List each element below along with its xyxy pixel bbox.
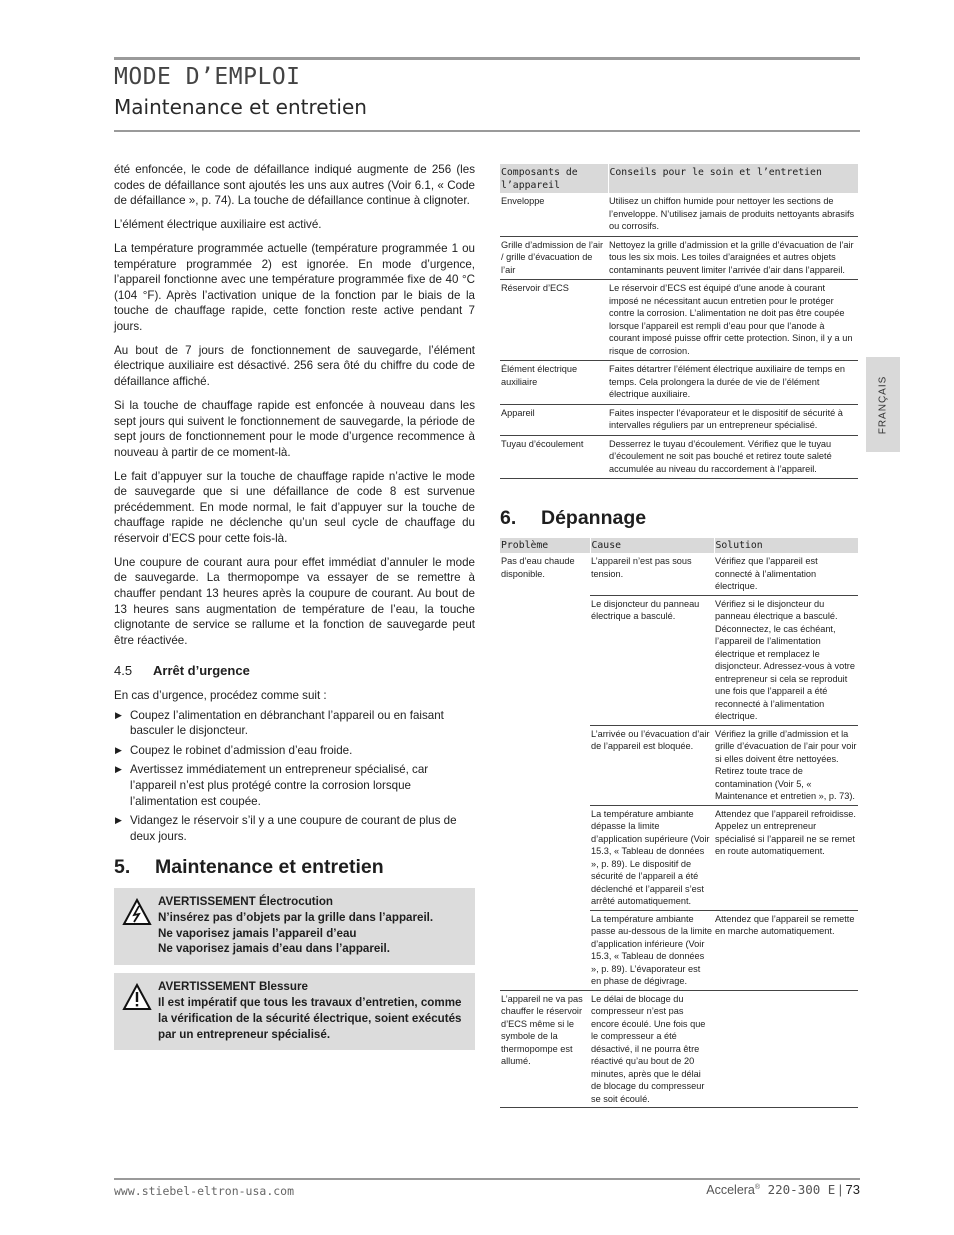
warning-type: Blessure — [258, 980, 308, 994]
list-item: ▶ Vidangez le réservoir s’il y a une coupure de courant de plus de deux jours. — [114, 813, 475, 844]
footer-model: 220-300 E — [760, 1182, 836, 1197]
table-row — [500, 435, 858, 479]
table-cell: Utilisez un chiffon humide pour nettoyer les sections de l’enveloppe. N’utilisez jamais de produits nettoyants abrasifs ou corrosifs. — [608, 193, 858, 236]
table-cell: Nettoyez la grille d’admission et la grille d’évacuation de l’air tous les six mois. Les toiles d’araignées et autres objets contaminants peuvent limiter l’arrivée d’air dans l’appareil. — [608, 236, 858, 280]
warning-box-electrocution — [114, 888, 475, 965]
table-cell: Attendez que l’appareil refroidisse. Appelez un entrepreneur spécialisé si l’appareil ne se remet en route automatiquement. — [714, 805, 858, 910]
emergency-steps-list — [114, 708, 475, 845]
warning-line: Ne vaporisez jamais d’eau dans l’appareil. — [158, 942, 390, 956]
table-cell: Vérifiez que l’appareil est connecté à l’alimentation électrique. — [714, 553, 858, 595]
warning-keyword: AVERTISSEMENT — [158, 980, 256, 994]
table-cell — [714, 990, 858, 1108]
table-cell: Pas d’eau chaude disponible. — [500, 553, 590, 990]
top-rule — [114, 57, 860, 60]
table-cell: Élément électrique auxiliaire — [500, 361, 608, 405]
table-cell: Appareil — [500, 404, 608, 435]
list-item: ▶ Coupez l’alimentation en débranchant l’appareil ou en faisant basculer le disjoncteur. — [114, 708, 475, 739]
paragraph: Au bout de 7 jours de fonctionnement de sauvegarde, l’élément électrique auxiliaire est désactivé. 256 sera ôté du chiffre du code de défaillance affiché. — [114, 343, 475, 389]
section-number: 6. — [500, 507, 517, 529]
section-title: Dépannage — [541, 507, 647, 529]
table-row — [500, 404, 858, 435]
electric-hazard-icon — [122, 898, 152, 926]
troubleshooting-table — [500, 538, 858, 1108]
section-heading — [500, 507, 858, 530]
table-cell: Vérifiez la grille d’admission et la grille d’évacuation de l’air pour voir si elles doivent être nettoyées. Retirez toute trace de contamination (Voir 5, « Maintenance et entretien », p. 73). — [714, 725, 858, 805]
page-header-title: MODE D’EMPLOI — [114, 64, 301, 90]
warning-title — [158, 894, 467, 910]
left-column — [114, 162, 475, 1058]
warning-line: N’insérez pas d’objets par la grille dans l’appareil. — [158, 910, 434, 924]
table-cell: Le délai de blocage du compresseur n’est pas encore écoulé. Une fois que le compresseur a été désactivé, il ne pourra être réactivé qu’au bout de 20 minutes, après que le délai de blocage du compresseur se soit écoulé. — [590, 990, 714, 1108]
page-number: 73 — [845, 1182, 860, 1197]
subsection-title: Arrêt d’urgence — [153, 663, 250, 679]
table-cell: Grille d’admission de l’air / grille d’évacuation de l’air — [500, 236, 608, 280]
warning-title — [158, 979, 467, 995]
table-row — [500, 236, 858, 280]
table-cell: Enveloppe — [500, 193, 608, 236]
care-table — [500, 164, 858, 479]
section-number: 5. — [114, 856, 131, 879]
paragraph: Le fait d’appuyer sur la touche de chauffage rapide n’active le mode de sauvegarde que si une défaillance de code 8 est survenue précédemment. En mode normal, le fait d’appuyer sur la touche de chauffage rapide ne déclenche qu’un seul cycle de chauffage du réservoir d’ECS pour cette fois-là. — [114, 469, 475, 545]
table-row — [500, 553, 858, 595]
table-cell: Réservoir d’ECS — [500, 280, 608, 361]
table-cell: Faites inspecter l’évaporateur et le dispositif de sécurité à intervalles réguliers par un entrepreneur spécialisé. — [608, 404, 858, 435]
right-column — [500, 164, 858, 1108]
footer-separator: | — [835, 1183, 846, 1197]
paragraph: L’élément électrique auxiliaire est activé. — [114, 218, 322, 232]
table-cell: Tuyau d’écoulement — [500, 435, 608, 479]
language-tab — [866, 357, 900, 452]
subsection-heading — [114, 663, 475, 679]
warning-box-injury — [114, 973, 475, 1050]
table-cell: La température ambiante dépasse la limite d’application supérieure (Voir 15.3, « Tableau de données », p. 89). Le dispositif de sécurité de l’appareil a été déclenché et l’appareil s’est arrêté automatiquement. — [590, 805, 714, 910]
section-title: Maintenance et entretien — [155, 856, 384, 879]
warning-exclamation-icon — [122, 983, 152, 1011]
table-cell: Le disjoncteur du panneau électrique a basculé. — [590, 595, 714, 725]
table-header: Cause — [590, 538, 714, 553]
table-header: Composants de l’appareil — [500, 164, 608, 193]
section-heading — [114, 856, 475, 879]
table-cell: L’appareil ne va pas chauffer le réservoir d’ECS même si le symbole de la thermopompe est allumé. — [500, 990, 590, 1108]
table-row — [500, 280, 858, 361]
table-cell: Attendez que l’appareil se remette en marche automatiquement. — [714, 910, 858, 990]
footer-registered-mark: ® — [754, 1183, 761, 1191]
table-header: Solution — [714, 538, 858, 553]
header-rule — [114, 130, 860, 132]
warning-text: Il est impératif que tous les travaux d’entretien, comme la vérification de la sécurité électrique, soient exécutés par un entrepreneur spécialisé. — [158, 995, 462, 1041]
paragraph: La température programmée actuelle (température programmée 1 ou température programmée 2) est ignorée. En mode d’urgence, l’appareil fonctionne avec une température programmée fixe de 40 °C (104 °F). Après l’activation unique de la fonction par le biais de la touche de chauffage rapide, cette fonction reste active pendant 7 jours. — [114, 241, 475, 333]
footer-brand: Accelera — [706, 1183, 755, 1197]
table-header: Problème — [500, 538, 590, 553]
warning-keyword: AVERTISSEMENT — [158, 894, 256, 908]
table-cell: La température ambiante passe au-dessous de la limite d’application inférieure (Voir 15.3, « Tableau de données », p. 89). L’évaporateur est en phase de dégivrage. — [590, 910, 714, 990]
language-tab-label: FRANÇAIS — [877, 375, 889, 434]
warning-type: Électrocution — [258, 894, 334, 908]
footer-product — [706, 1182, 860, 1197]
paragraph: En cas d’urgence, procédez comme suit : — [114, 689, 327, 702]
list-item: ▶ Coupez le robinet d’admission d’eau froide. — [114, 743, 475, 759]
table-cell: Le réservoir d’ECS est équipé d’une anode à courant imposé ne nécessitant aucun entretien pour le protéger contre la corrosion. L’alimentation ne doit pas être coupée lorsque l’appareil est rempli d’eau pour que l’anode à courant imposé puisse offrir cette protection. Sinon, il y a un risque de corrosion. — [608, 280, 858, 361]
footer-rule — [114, 1178, 860, 1180]
table-row — [500, 361, 858, 405]
table-cell: Faites détartrer l’élément électrique auxiliaire de temps en temps. Cela prolongera la durée de vie de l’élément électrique auxiliaire. — [608, 361, 858, 405]
table-row — [500, 193, 858, 236]
paragraph: Si la touche de chauffage rapide est enfoncée à nouveau dans les sept jours qui suivent le fonctionnement de sauvegarde, la période de sept jours de fonctionnement pour le mode d’urgence recommence à nouveau à partir de ce moment-là. — [114, 398, 475, 459]
table-cell: Vérifiez si le disjoncteur du panneau électrique a basculé. Déconnectez, le cas échéant, l’appareil de l’alimentation électrique et remplacez le disjoncteur. Adressez-vous à votre entrepreneur si cela se reproduit une fois que l’appareil a été reconnecté à l’alimentation électrique. — [714, 595, 858, 725]
paragraph: Une coupure de courant aura pour effet immédiat d’annuler le mode de sauvegarde. La thermopompe va essayer de se remettre à chauffer pendant 13 heures après la coupure de courant. Au bout de 13 heures sans augmentation de température de l’eau, la touche clignotante de service se rallume et la fonction de sauvegarde peut être réactivée. — [114, 555, 475, 647]
page-header-subtitle: Maintenance et entretien — [114, 95, 367, 119]
table-row — [500, 990, 858, 1108]
warning-line: Ne vaporisez jamais l’appareil d’eau — [158, 926, 357, 940]
footer-website: www.stiebel-eltron-usa.com — [114, 1184, 295, 1198]
table-cell: L’appareil n’est pas sous tension. — [590, 553, 714, 595]
list-item: ▶ Avertissez immédiatement un entrepreneur spécialisé, car l’appareil n’est plus protégé contre la corrosion lorsque l’alimentation est coupée. — [114, 762, 475, 809]
subsection-number: 4.5 — [114, 663, 133, 679]
table-cell: L’arrivée ou l’évacuation d’air de l’appareil est bloquée. — [590, 725, 714, 805]
table-header: Conseils pour le soin et l’entretien — [608, 164, 858, 193]
paragraph: été enfoncée, le code de défaillance indiqué augmente de 256 (les codes de défaillance sont ajoutés les uns aux autres (Voir 6.1, « Code de défaillance », p. 74). La touche de défaillance continue à clignoter. — [114, 163, 475, 208]
table-cell: Desserrez le tuyau d’écoulement. Vérifiez que le tuyau d’écoulement ne soit pas bouché et retirez toute saleté accumulée au niveau du raccordement à l’appareil. — [608, 435, 858, 479]
